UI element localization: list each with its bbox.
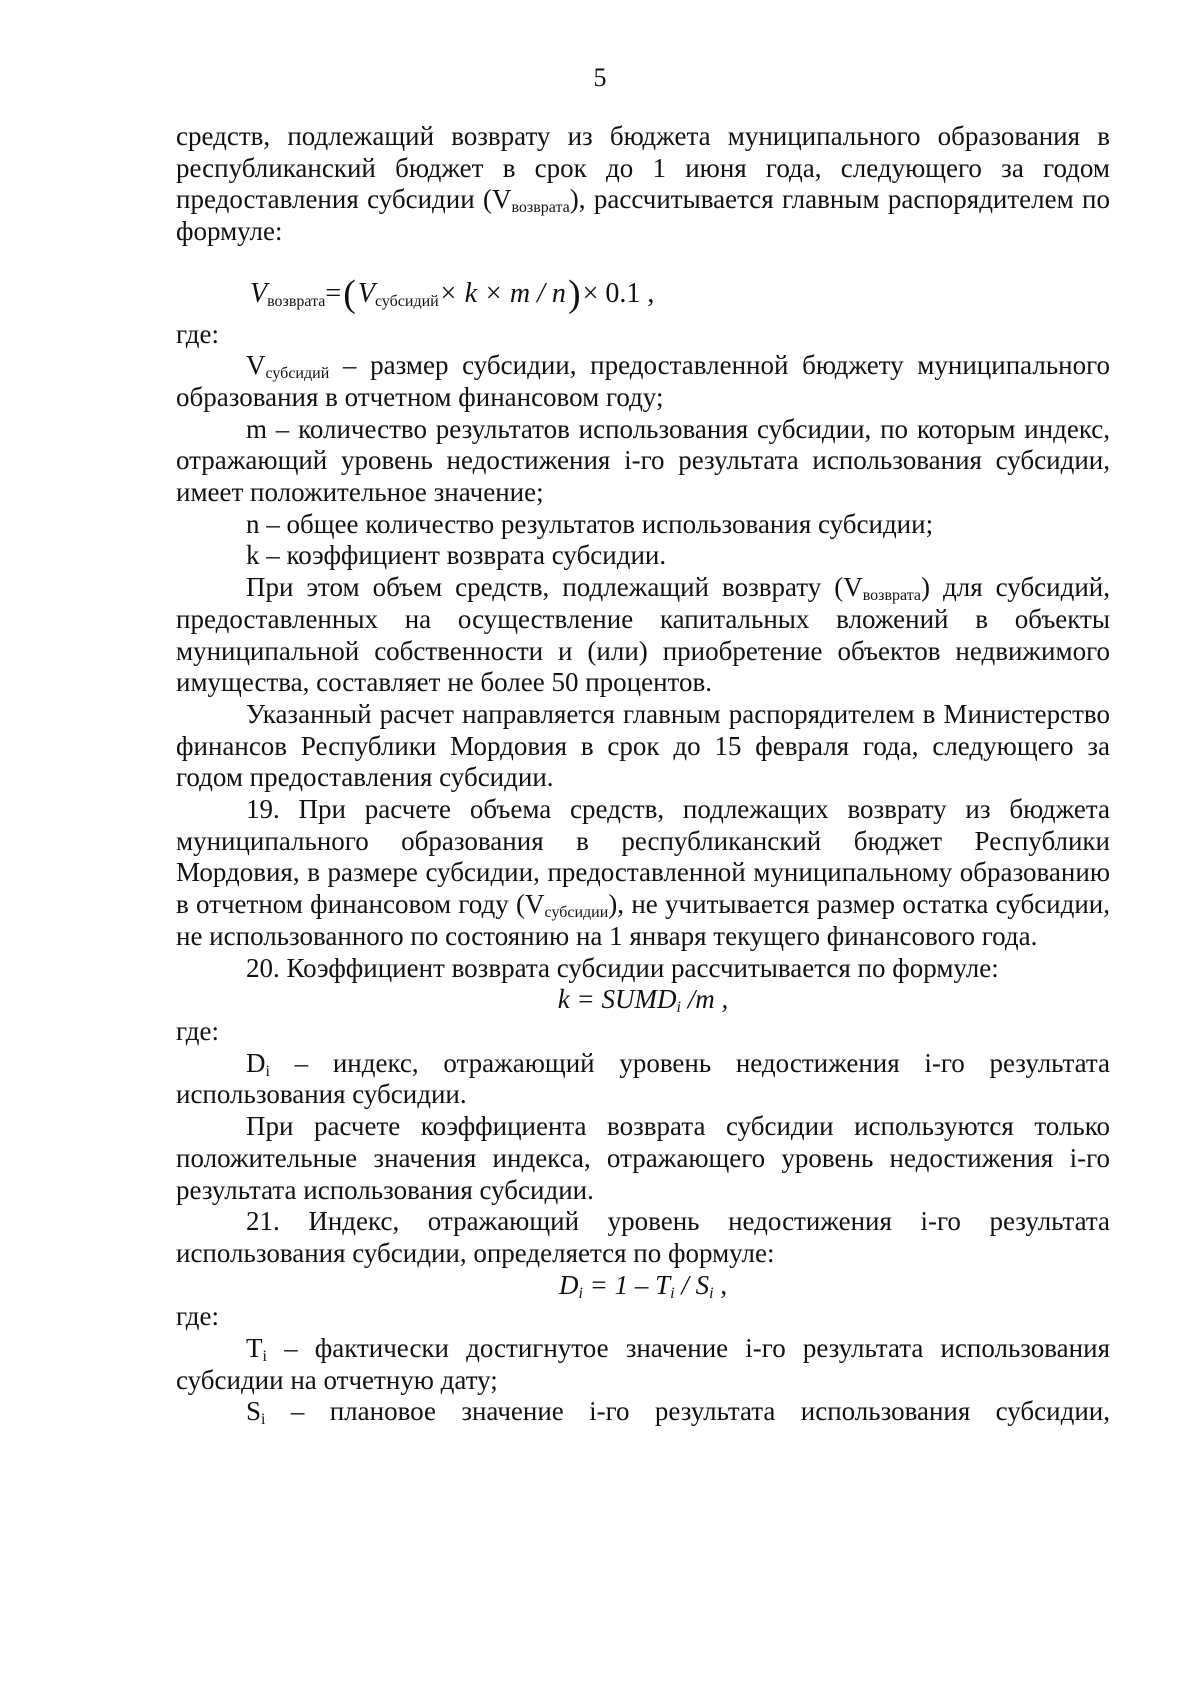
paragraph-20: 20. Коэффициент возврата субсидии рассчитывается по формуле:: [246, 952, 999, 983]
paragraph-calculation-sent: Указанный расчет направляется главным распорядителем в Министерство финансов Республики Мордовия в срок до 15 февраля года, следующего за годом предоставления субсидии.: [176, 698, 1110, 793]
definition-n: n – общее количество результатов использования субсидии;: [246, 508, 934, 539]
paragraph-21: 21. Индекс, отражающий уровень недостижения i-го результата использования субсидии, определяется по формуле:: [176, 1206, 1110, 1268]
definition-m: m – количество результатов использования субсидии, по которым индекс, отражающий уровень недостижения i-го результата использования субсидии, имеет положительное значение;: [176, 413, 1110, 508]
definition-t-actual: $T_i$ – фактически достигнутое значение i-го результата использования субсидии на отчетную дату;: [176, 1333, 1110, 1395]
where-label-3: где:: [176, 1301, 219, 1332]
definition-v-subsidy: $V_{субсидий}$ – размер субсидии, предоставленной бюджету муниципального образования в отчетном финансовом году;: [176, 350, 1110, 412]
definition-d-index: $D_i$ – индекс, отражающий уровень недостижения i-го результата использования субсидии.: [176, 1047, 1110, 1110]
page-number: 5: [593, 63, 607, 92]
paragraph-positive-values: При расчете коэффициента возврата субсидии используются только положительные значения индекса, отражающего уровень недостижения i-го результата использования субсидии.: [176, 1111, 1110, 1205]
paragraph-19: 19. При расчете объема средств, подлежащих возврату из бюджета муниципального образования в республиканский бюджет Республики Мордовия, в размере субсидии, предоставленной муниципальному образованию в отчетном финансовом году $(V_{субсидии})$, не учитывается размер остатка субсидии, не использованного по состоянию на 1 января текущего финансового года.: [176, 794, 1111, 951]
paragraph-capital-investments: При этом объем средств, подлежащий возврату $(V_{возврата})$ для субсидий, предоставленных на осуществление капитальных вложений в объекты муниципальной собственности и (или) приобретение объектов недвижимого имущества, составляет не более 50 процентов.: [176, 572, 1110, 698]
definition-k: k – коэффициент возврата субсидии.: [246, 540, 667, 571]
formula-return-volume: $V_{возврата}=(V_{субсидий}\times k \times m / n)\times 0.1$ ,: [250, 272, 655, 315]
formula-index-d: $D_i = 1 - T_i / S_i$ ,: [558, 1269, 728, 1302]
intro-paragraph: средств, подлежащий возврату из бюджета муниципального образования в республиканский бюджет в срок до 1 июня года, следующего за годом предоставления субсидии $(V_{возврата})$, рассчитывается главным распорядителем по формуле:: [176, 121, 1110, 247]
document-body: [176, 121, 1110, 1428]
where-label-1: где:: [176, 318, 219, 349]
definition-s-planned: $S_i$ – плановое значение i-го результата использования субсидии,: [246, 1396, 1110, 1429]
where-label-2: где:: [176, 1015, 219, 1046]
formula-coefficient-k: $k = SUMD_i$ /m ,: [557, 984, 729, 1017]
